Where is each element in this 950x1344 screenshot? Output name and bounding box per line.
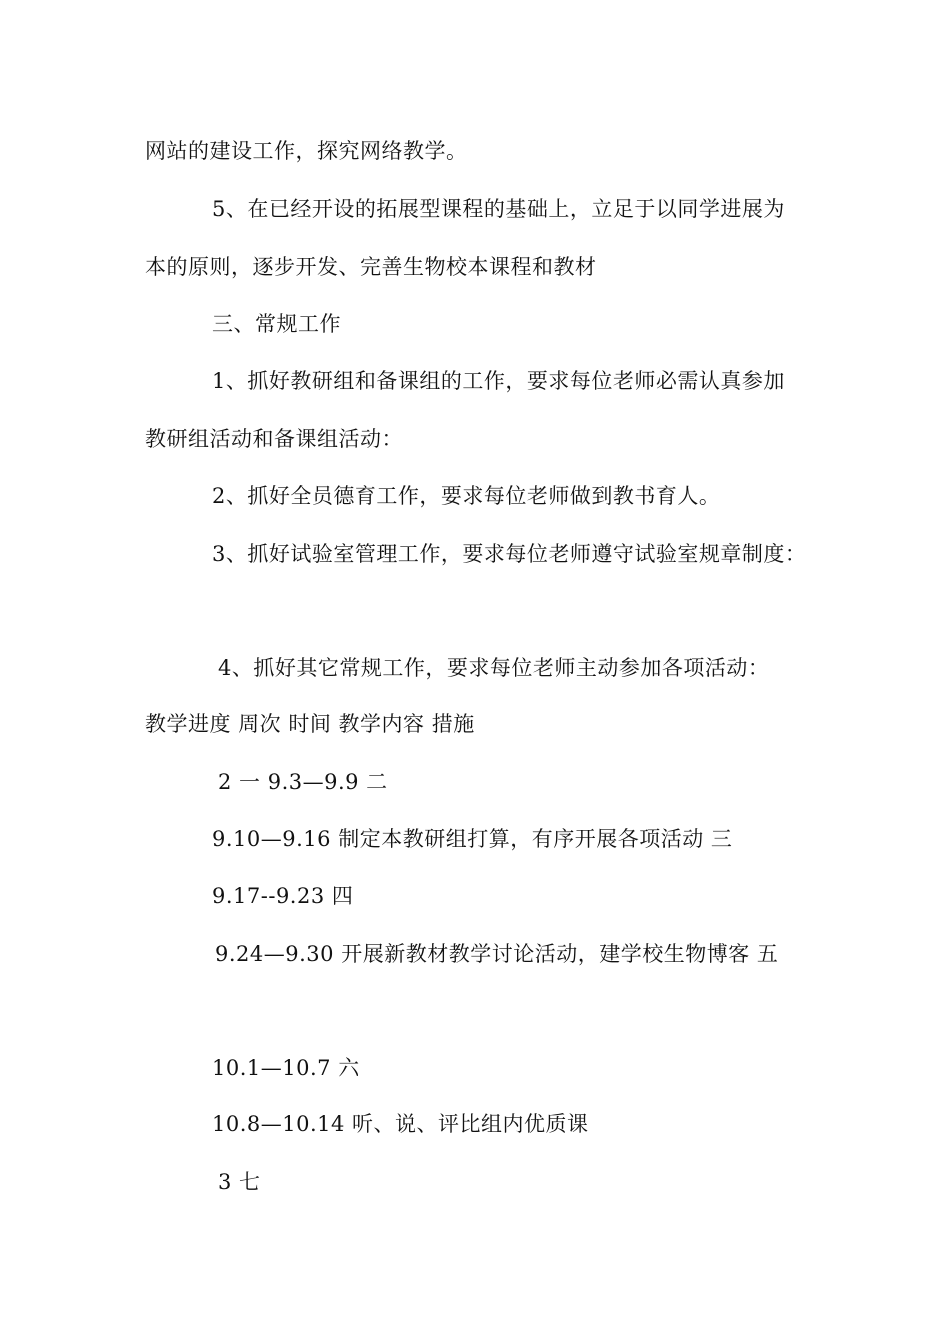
paragraph-line: 3、抓好试验室管理工作，要求每位老师遵守试验室规章制度： [212,542,807,566]
paragraph-line: 1、抓好教研组和备课组的工作，要求每位老师必需认真参加 [212,369,785,393]
paragraph-line: 教研组活动和备课组活动： [145,427,403,451]
schedule-line: 2 一 9.3—9.9 二 [218,770,388,794]
schedule-line: 10.1—10.7 六 [212,1056,360,1080]
schedule-line: 9.24—9.30 开展新教材教学讨论活动，建学校生物博客 五 [215,942,779,966]
paragraph-line: 4、抓好其它常规工作，要求每位老师主动参加各项活动： [218,656,770,680]
paragraph-line: 5、在已经开设的拓展型课程的基础上，立足于以同学进展为 [212,197,785,221]
paragraph-line: 本的原则，逐步开发、完善生物校本课程和教材 [145,255,597,279]
table-header-line: 教学进度 周次 时间 教学内容 措施 [145,712,475,736]
paragraph-line: 2、抓好全员德育工作，要求每位老师做到教书育人。 [212,484,721,508]
schedule-line: 9.10—9.16 制定本教研组打算，有序开展各项活动 三 [212,827,733,851]
schedule-line: 9.17--9.23 四 [212,884,354,908]
schedule-line: 3 七 [218,1170,261,1194]
section-heading: 三、常规工作 [212,312,341,336]
paragraph-line: 网站的建设工作，探究网络教学。 [145,139,468,163]
schedule-line: 10.8—10.14 听、说、评比组内优质课 [212,1112,589,1136]
